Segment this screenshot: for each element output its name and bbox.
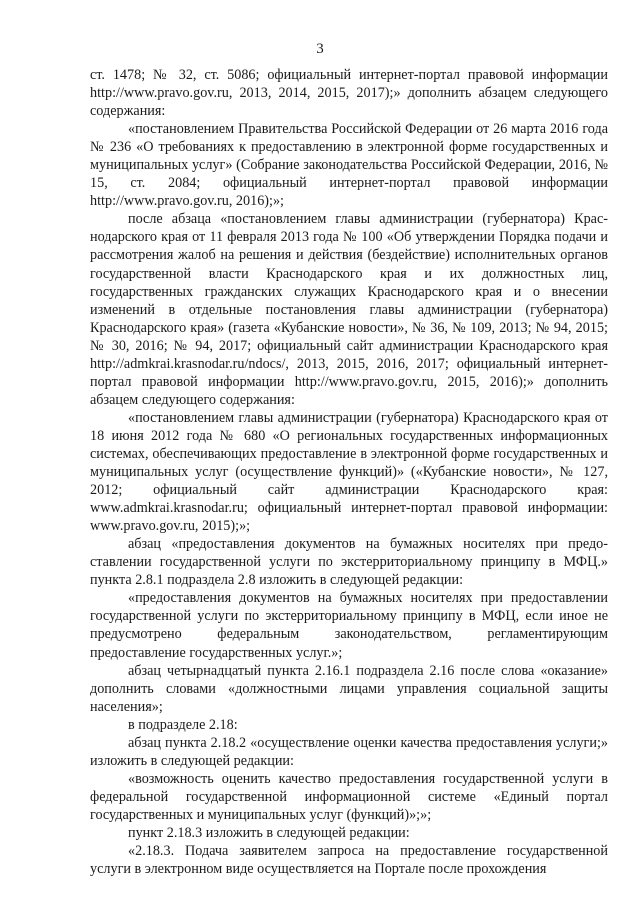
paragraph-3: после абзаца «постановлением главы администрации (губернатора) Краснодарского края от 11 февраля 2013 года № 100 «Об утверждении Порядка подачи и рассмотрения жалоб на решения и действия (бездействие) исполнительных органов государственной власти Краснодарского края и их должностных лиц, государственных гражданских служащих Краснодарского края и о внесении изменений в отдельные постановления главы администрации (губернатора) Краснодарского края» (газета «Кубанские новости», № 36, № 109, 2013; № 94, 2015; № 30, 2016; № 94, 2017; официальный сайт администрации Краснодарского края http://admkrai.krasnodar.ru/ndocs/, 2013, 2015, 2016, 2017; официальный интернет-портал правовой информации http://www.pravo.gov.ru, 2015, 2016);» дополнить абзацем следующего содержания: (90, 211, 608, 408)
paragraph-8: в подразделе 2.18: (128, 716, 238, 733)
paragraph-10: «возможность оценить качество предоставления государственной услуги в федеральной государственной информационной системе «Единый портал государственных и муниципальных услуг (функций)»;»; (90, 770, 608, 823)
paragraph-12: «2.18.3. Подача заявителем запроса на предоставление государственной услуги в электронном виде осуществляется на Портале после прохождения (90, 843, 608, 878)
paragraph-5: абзац «предоставления документов на бумажных носителях при предоставлении государственной услуги по экстерриториальному принципу в МФЦ.» пункта 2.8.1 подраздела 2.8 изложить в следующей редакции: (90, 536, 608, 589)
paragraph-1: ст. 1478; № 32, ст. 5086; официальный интернет-портал правовой информации http://www.pravo.gov.ru, 2013, 2014, 2015, 2017);» дополнить абзацем следующего содержания: (90, 67, 608, 120)
page-number: 3 (316, 41, 324, 57)
paragraph-9: абзац пункта 2.18.2 «осуществление оценки качества предоставления услуги;» изложить в следующей редакции: (90, 734, 608, 769)
document-body (90, 66, 608, 878)
paragraph-7: абзац четырнадцатый пункта 2.16.1 подраздела 2.16 после слова «оказание» дополнить словами «должностными лицами управления социальной защиты населения»; (90, 662, 608, 715)
paragraph-2: «постановлением Правительства Российской Федерации от 26 марта 2016 года № 236 «О требованиях к предоставлению в электронной форме государственных и муниципальных услуг» (Собрание законодательства Российской Федерации, 2016, № 15, ст. 2084; официальный интернет-портал правовой информации http://www.pravo.gov.ru, 2016);»; (90, 121, 608, 210)
paragraph-6: «предоставления документов на бумажных носителях при предоставлении государственной услуги по экстерриториальному принципу в МФЦ, если иное не предусмотрено федеральным законодательством, регламентирующим предоставление государственных услуг.»; (90, 590, 608, 661)
paragraph-11: пункт 2.18.3 изложить в следующей редакции: (128, 824, 410, 841)
paragraph-4: «постановлением главы администрации (губернатора) Краснодарского края от 18 июня 2012 года № 680 «О региональных государственных информационных системах, обеспечивающих предоставление в электронной форме государственных и муниципальных услуг (осуществление функций)» («Кубанские новости», № 127, 2012; официальный сайт администрации Краснодарского края: www.admkrai.krasnodar.ru; официальный интернет-портал правовой информации: www.pravo.gov.ru, 2015);»; (90, 409, 608, 535)
